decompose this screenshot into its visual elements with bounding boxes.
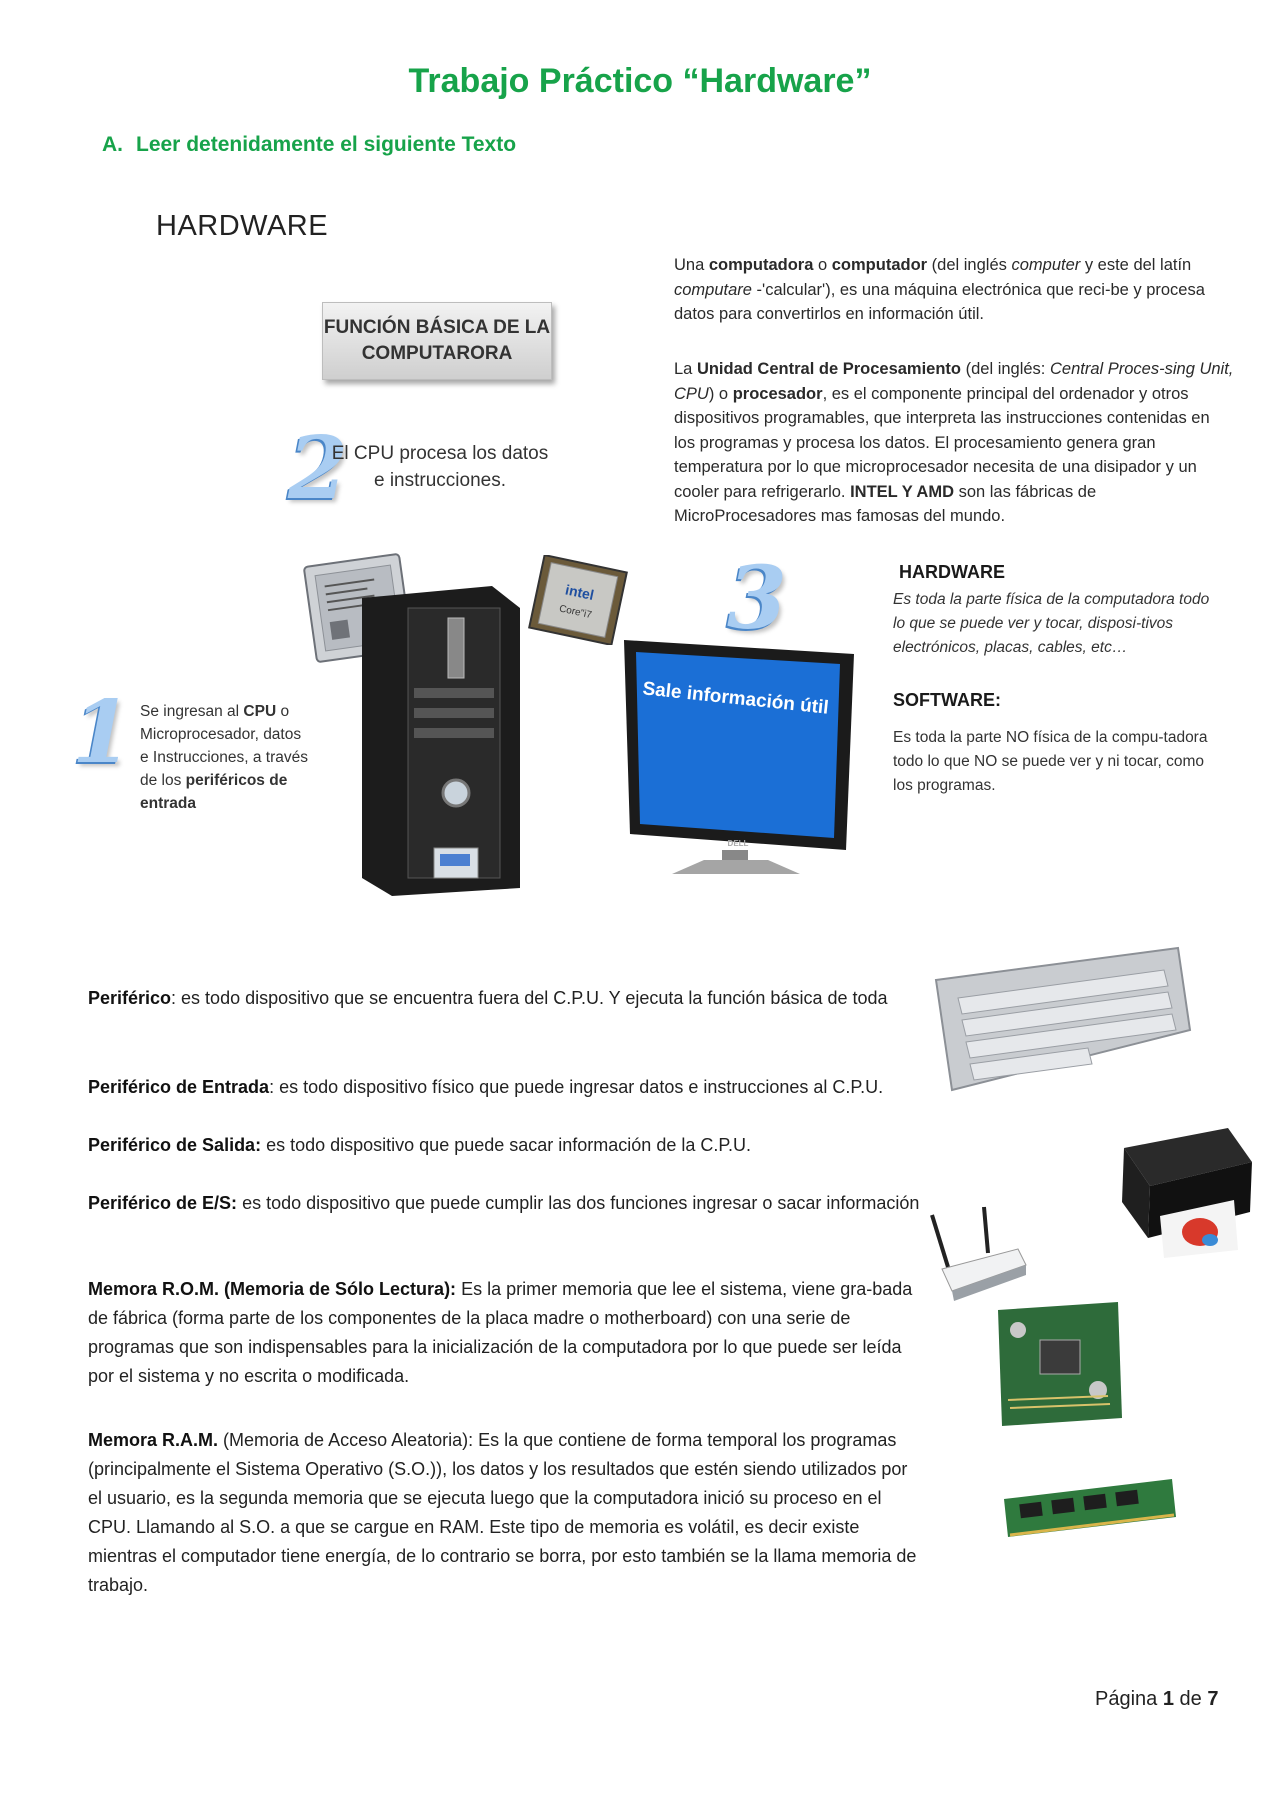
software-heading: SOFTWARE: <box>893 690 1001 710</box>
function-box-line2: COMPUTARORA <box>361 343 513 364</box>
function-box <box>322 302 552 380</box>
step-number-3: 3 <box>727 548 787 649</box>
pc-tower-image <box>352 578 524 898</box>
section-letter: A. <box>102 133 123 156</box>
intel-logo-text: intel <box>563 581 596 603</box>
monitor-brand-text: DELL <box>727 839 749 848</box>
section-heading-text: Leer detenidamente el siguiente Texto <box>136 133 517 156</box>
step1-text: Se ingresan al CPU o Microprocesador, datos e Instrucciones, a través de los periféricos de entrada <box>140 703 308 812</box>
definition-periferico-es: Periférico de E/S: es todo dispositivo que puede cumplir las dos funciones ingresar o sacar información <box>88 1193 920 1213</box>
printer-image <box>1110 1112 1260 1262</box>
hardware-heading: HARDWARE <box>899 562 1005 582</box>
computer-paragraph: Una computadora o computador (del inglés computer y este del latín computare -'calcular'), es una máquina electrónica que reci-be y procesa datos para convertirlos en información útil. <box>674 256 1205 323</box>
step-number-1: 1 <box>72 682 132 783</box>
definition-periferico-salida: Periférico de Salida: es todo dispositivo que puede sacar información de la C.P.U. <box>88 1135 752 1155</box>
keyboard-image <box>928 940 1198 1100</box>
step2-text: El CPU procesa los datos e instrucciones. <box>331 443 549 491</box>
definition-ram: Memora R.A.M. (Memoria de Acceso Aleatoria): Es la que contiene de forma temporal los programas (principalmente el Sistema Operativo (S.O.)), los datos y los resultados que estén siendo utilizados por el usuario, es la segunda memoria que se ejecuta luego que la computadora inició su proceso en el CPU. Llamando al S.O. a que se cargue en RAM. Este tipo de memoria es volátil, es decir existe mientras el computador tiene energía, de lo contrario se borra, por esto también se la llama memoria de trabajo. <box>88 1430 917 1595</box>
section-a-heading <box>102 133 516 157</box>
figure-title: HARDWARE <box>156 210 329 242</box>
monitor-screen-text: Sale información útil <box>641 678 830 719</box>
router-image <box>922 1205 1032 1315</box>
page-footer: Página 1 de 7 <box>1095 1688 1219 1710</box>
function-box-line1: FUNCIÓN BÁSICA DE LA <box>323 317 551 338</box>
monitor-image <box>600 612 860 882</box>
cpu-paragraph: La Unidad Central de Procesamiento (del inglés: Central Proces-sing Unit, CPU) o procesador, es el componente principal del ordenador y otros dispositivos programables, que interpreta las instrucciones contenidas en los programas y procesa los datos. El procesamiento genera gran temperatura por lo que microprocesador necesita de una disipador y un cooler para refrigerarlo. INTEL Y AMD son las fábricas de MicroProcesadores mas famosas del mundo. <box>674 360 1234 525</box>
hardware-description: Es toda la parte física de la computadora todo lo que se puede ver y tocar, disposi-tivos electrónicos, placas, cables, etc… <box>893 591 1210 656</box>
definition-periferico-entrada: Periférico de Entrada: es todo dispositivo físico que puede ingresar datos e instrucciones al C.P.U. <box>88 1077 884 1097</box>
software-description: Es toda la parte NO física de la compu-tadora todo lo que NO se puede ver y ni tocar, como los programas. <box>893 729 1208 794</box>
document-title: Trabajo Práctico “Hardware” <box>408 62 872 100</box>
ram-module-image <box>1000 1475 1180 1545</box>
motherboard-image <box>988 1300 1128 1430</box>
definition-rom: Memora R.O.M. (Memoria de Sólo Lectura): Es la primer memoria que lee el sistema, viene gra-bada de fábrica (forma parte de los componentes de la placa madre o motherboard) con una serie de programas que son indispensables para la inicialización de la computadora por lo que puede ser leída por el sistema y no escrita o modificada. <box>88 1279 913 1386</box>
definition-periferico: Periférico: es todo dispositivo que se encuentra fuera del C.P.U. Y ejecuta la función básica de toda <box>88 988 888 1008</box>
step-number-2: 2 <box>288 418 348 519</box>
intel-model-text: Core"i7 <box>558 603 593 622</box>
